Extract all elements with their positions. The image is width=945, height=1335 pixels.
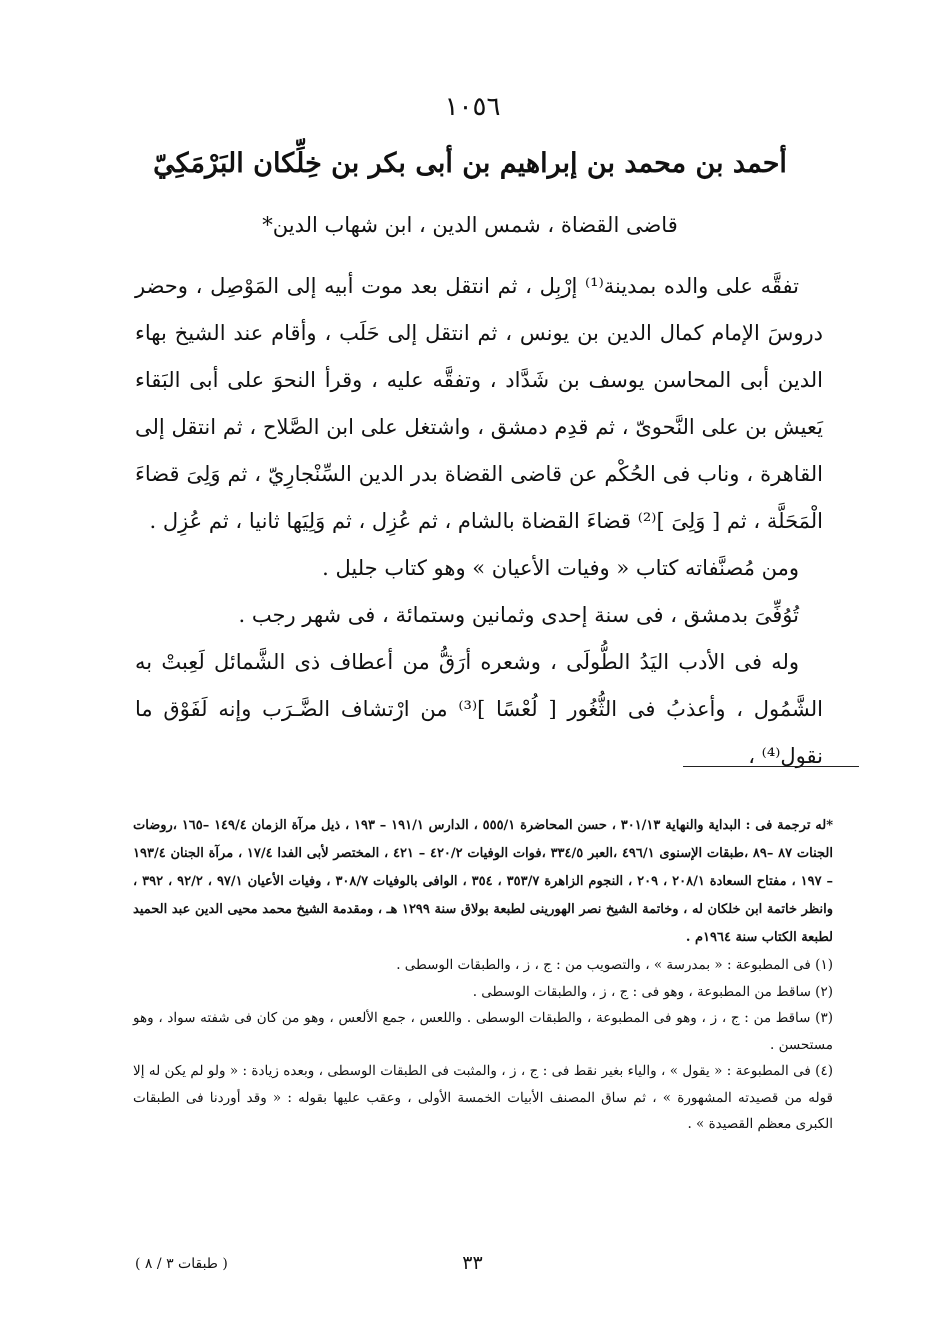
footnote-item: (٢) ساقط من المطبوعة ، وهو فى : ج ، ز ، والطبقات الوسطى .	[472, 983, 833, 1000]
entry-title: أحمد بن محمد بن إبراهيم بن أبى بكر بن خِلِّكان البَرْمَكِيّ	[153, 148, 787, 179]
body-paragraph: وله فى الأدب اليَدُ الطُّولَى ، وشعره أرَقُّ من أعطاف ذى الشَّمائل لَعِبتْ به الشَّمُول ، وأعذبُ فى الثُّغُور [ لُعْسًا ]⁽³⁾ من ارْتشاف الضَّـرَب وإنه لَفَوْق ما نقول⁽⁴⁾ ،	[135, 650, 823, 768]
footnote-item: (١) فى المطبوعة : « بمدرسة » ، والتصويب من : ج ، ز ، والطبقات الوسطى .	[396, 957, 833, 973]
entry-subtitle: قاضى القضاة ، شمس الدين ، ابن شهاب الدين*	[262, 213, 678, 237]
footnote-item: (٤) فى المطبوعة : « يقول » ، والياء بغير نقط فى : ج ، ز ، والمثبت فى الطبقات الوسطى ، وبعده زيادة : « ولو لم يكن له إلا قوله من قصيدته المشهورة » ، ثم ساق المصنف الأبيات الخمسة الأولى ، وعقب عليها بقوله : « وقد أوردنا فى الطبقات الكبرى معظم القصيدة » .	[133, 1063, 833, 1132]
footnote-item: (٣) ساقط من : ج ، ز ، وهو فى المطبوعة ، والطبقات الوسطى . واللعس ، جمع الألعس ، وهو من كان فى شفته سواد ، وهو مستحسن .	[133, 1010, 833, 1053]
page-footer	[0, 1252, 945, 1282]
source-note: *له ترجمة فى : البداية والنهاية ٣٠١/١٣ ، حسن المحاضرة ٥٥٥/١ ، الدارس ١٩١/١ – ١٩٣ ، ذيل مرآة الزمان ١٤٩/٤ –١٦٥ ،روضات الجنات ٨٧ –٨٩ ،طبقات الإسنوى ٤٩٦/١ ،العبر ٣٣٤/٥ ،فوات الوفيات ٤٢٠/٢ – ٤٢١ ، المختصر لأبى الفدا ١٧/٤ ، مرآة الجنان ١٩٣/٤ – ١٩٧ ، مفتاح السعادة ٢٠٨/١ ، ٢٠٩ ، النجوم الزاهرة ٣٥٣/٧ ، ٣٥٤ ، الوافى بالوفيات ٣٠٨/٧ ، وفيات الأعيان ٩٧/١ ، ٩٢/٢ ، ٣٩٢ ، وانظر خاتمة ابن خلكان له ، وخاتمة الشيخ نصر الهورينى لطبعة بولاق سنة ١٢٩٩ هـ ، ومقدمة الشيخ محمد محيى الدين عبد الحميد لطبعة الكتاب سنة ١٩٦٤م .	[133, 818, 834, 945]
body-paragraph: تفقَّه على والده بمدينة⁽¹⁾ إرْبِل ، ثم انتقل بعد موت أبيه إلى المَوْصِل ، وحضر دروسَ الإمام كمال الدين بن يونس ، ثم انتقل إلى حَلَب ، وأقام عند الشيخ بهاء الدين أبى المحاسن يوسف بن شَدَّاد ، وتفقَّه عليه ، وقرأ النحوَ على أبى البَقاء يَعيش بن على النَّحوىّ ، ثم قدِم دمشق ، واشتغل على ابن الصَّلاح ، ثم انتقل إلى القاهرة ، وناب فى الحُكْم عن قاضى القضاة بدر الدين السِّنْجارِيّ ، ثم وَلِىَ قضاءَ الْمَحَلَّة ، ثم [ وَلِىَ ]⁽²⁾ قضاءَ القضاة بالشام ، ثم عُزِل ، ثم وَلِيَها ثانيا ، ثم عُزِل .	[135, 274, 823, 533]
page-number: ٣٣	[462, 1252, 483, 1274]
body-paragraph: تُوُفِّىَ بدمشق ، فى سنة إحدى وثمانين وستمائة ، فى شهر رجب .	[238, 603, 799, 627]
footnotes	[133, 812, 833, 1138]
biography-body	[135, 263, 823, 780]
entry-number: ١٠٥٦	[444, 92, 501, 122]
footnote-divider	[683, 766, 859, 767]
signature-mark: ( طبقات ٣ / ٨ )	[135, 1256, 228, 1272]
body-paragraph: ومن مُصنَّفاته كتاب « وفيات الأعيان » وهو كتاب جليل .	[322, 556, 799, 580]
